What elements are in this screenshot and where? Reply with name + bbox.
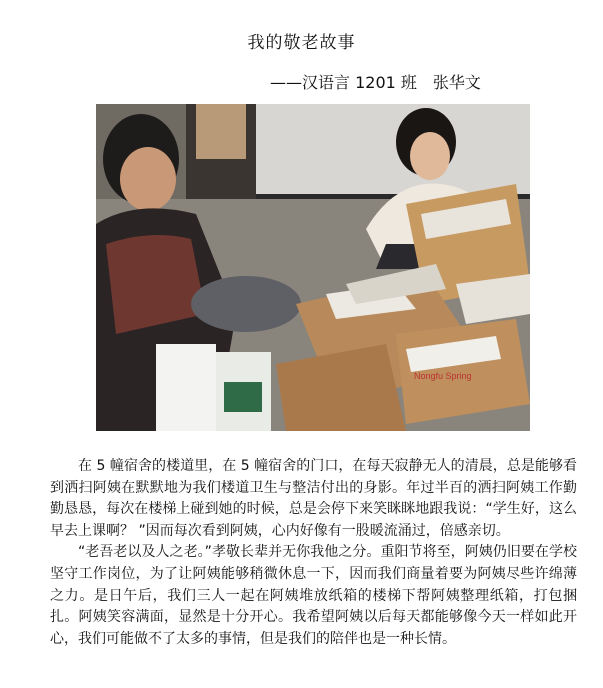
box-print-text: Nongfu Spring (414, 371, 472, 381)
paragraph-2: “老吾老以及人之老。”孝敬长辈并无你我他之分。重阳节将至，阿姨仍旧要在学校坚守工作岗位，为了让阿姨能够稍微休息一下，因而我们商量着要为阿姨尽些许绵薄之力。是日午后，我们三人一起在阿姨堆放纸箱的楼梯下帮阿姨整理纸箱，打包捆扎。阿姨笑容满面，显然是十分开心。我希望阿姨以后每天都能够像今天一样如此开心，我们可能做不了太多的事情，但是我们的陪伴也是一种长情。 (50, 544, 577, 647)
box-green-label (224, 382, 262, 412)
background-box (196, 104, 246, 159)
article-body (50, 456, 577, 650)
byline: ——汉语言 1201 班 张华文 (270, 73, 481, 92)
document-title: 我的敬老故事 (247, 33, 356, 53)
photo (96, 104, 530, 431)
white-box (156, 344, 216, 431)
paragraph-1: 在 5 幢宿舍的楼道里，在 5 幢宿舍的门口，在每天寂静无人的清晨，总是能够看到洒扫阿姨在默默地为我们楼道卫生与整洁付出的身影。年过半百的洒扫阿姨工作勤勤恳恳，每次在楼梯上碰到她的时候，总是会停下来笑眯眯地跟我说：“学生好，这么早去上课啊？ ”因而每次看到阿姨，心内好像有一股暖流涌过，倍感亲切。 (50, 458, 577, 539)
photo-illustration (96, 104, 530, 431)
